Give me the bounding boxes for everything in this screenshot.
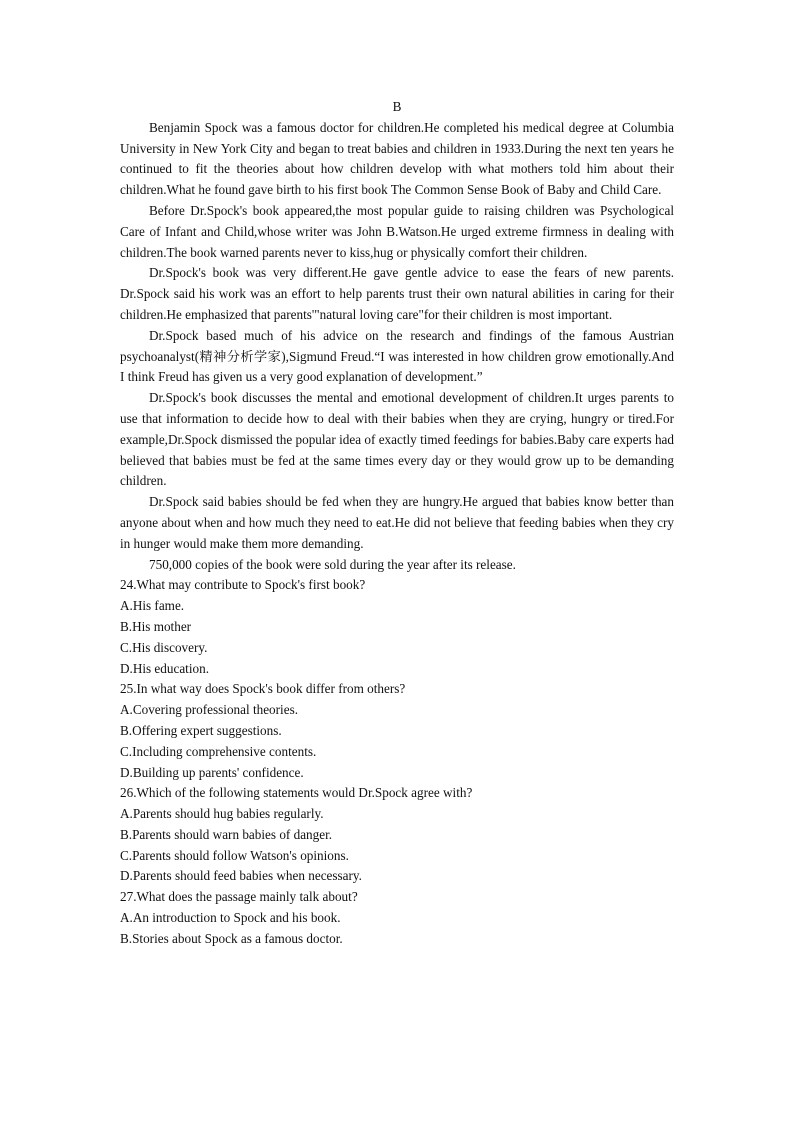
passage-paragraph-7: 750,000 copies of the book were sold during the year after its release. [149,556,516,572]
passage-paragraph-4: Dr.Spock based much of his advice on the research and findings of the famous Austrian psychoanalyst(精神分析学家),Sigmund Freud.“I was interested in how children grow emotionally.And I think Freud has given us a very good explanation of development.” [120,327,674,385]
answer-option: D.Building up parents' confidence. [120,764,304,780]
answer-option: C.His discovery. [120,639,208,655]
passage-paragraph-6: Dr.Spock said babies should be fed when they are hungry.He argued that babies know better than anyone about when and how much they need to eat.He did not believe that feeding babies when they cry in hunger would make them more demanding. [120,494,674,551]
answer-option: B.Parents should warn babies of danger. [120,826,333,842]
question-stem: 24.What may contribute to Spock's first book? [120,577,366,593]
answer-option: B.Stories about Spock as a famous doctor. [120,930,343,946]
answer-option: C.Parents should follow Watson's opinions. [120,847,349,863]
document-page [120,97,674,950]
passage-paragraph-5: Dr.Spock's book discusses the mental and emotional development of children.It urges parents to use that information to decide how to deal with their babies when they are crying, hungry or tired.For example,Dr.Spock dismissed the popular idea of exactly timed feedings for babies.Baby care experts had believed that babies must be fed at the same times every day or they would grow up to be demanding children. [120,390,674,489]
question-stem: 27.What does the passage mainly talk about? [120,889,358,905]
answer-option: B.Offering expert suggestions. [120,722,282,738]
answer-option: C.Including comprehensive contents. [120,743,317,759]
passage-paragraph-1: Benjamin Spock was a famous doctor for children.He completed his medical degree at Columbia University in New York City and began to treat babies and children in 1933.During the next ten years he continued to fit the theories about how children develop with what mothers told him about their children.What he found gave birth to his first book The Common Sense Book of Baby and Child Care. [120,119,674,198]
answer-option: B.His mother [120,618,192,634]
question-24 [120,575,674,679]
question-stem: 25.In what way does Spock's book differ from others? [120,681,406,697]
answer-option: A.Parents should hug babies regularly. [120,806,324,822]
questions [120,575,674,949]
question-25 [120,679,674,783]
question-27 [120,887,674,949]
answer-option: A.An introduction to Spock and his book. [120,910,341,926]
section-title: B [392,99,402,114]
passage-paragraph-2: Before Dr.Spock's book appeared,the most popular guide to raising children was Psychological Care of Infant and Child,whose writer was John B.Watson.He urged extreme firmness in dealing with children.The book warned parents never to kiss,hug or physically comfort their children. [120,202,674,260]
question-stem: 26.Which of the following statements would Dr.Spock agree with? [120,785,473,801]
answer-option: A.Covering professional theories. [120,702,298,718]
passage-paragraph-3: Dr.Spock's book was very different.He gave gentle advice to ease the fears of new parents. Dr.Spock said his work was an effort to help parents trust their own natural abilities in caring for their children.He emphasized that parents'"natural loving care"for their children is most important. [120,265,674,322]
answer-option: A.His fame. [120,598,185,614]
answer-option: D.Parents should feed babies when necessary. [120,868,362,884]
answer-option: D.His education. [120,660,209,676]
passage [120,118,674,576]
question-26 [120,783,674,887]
